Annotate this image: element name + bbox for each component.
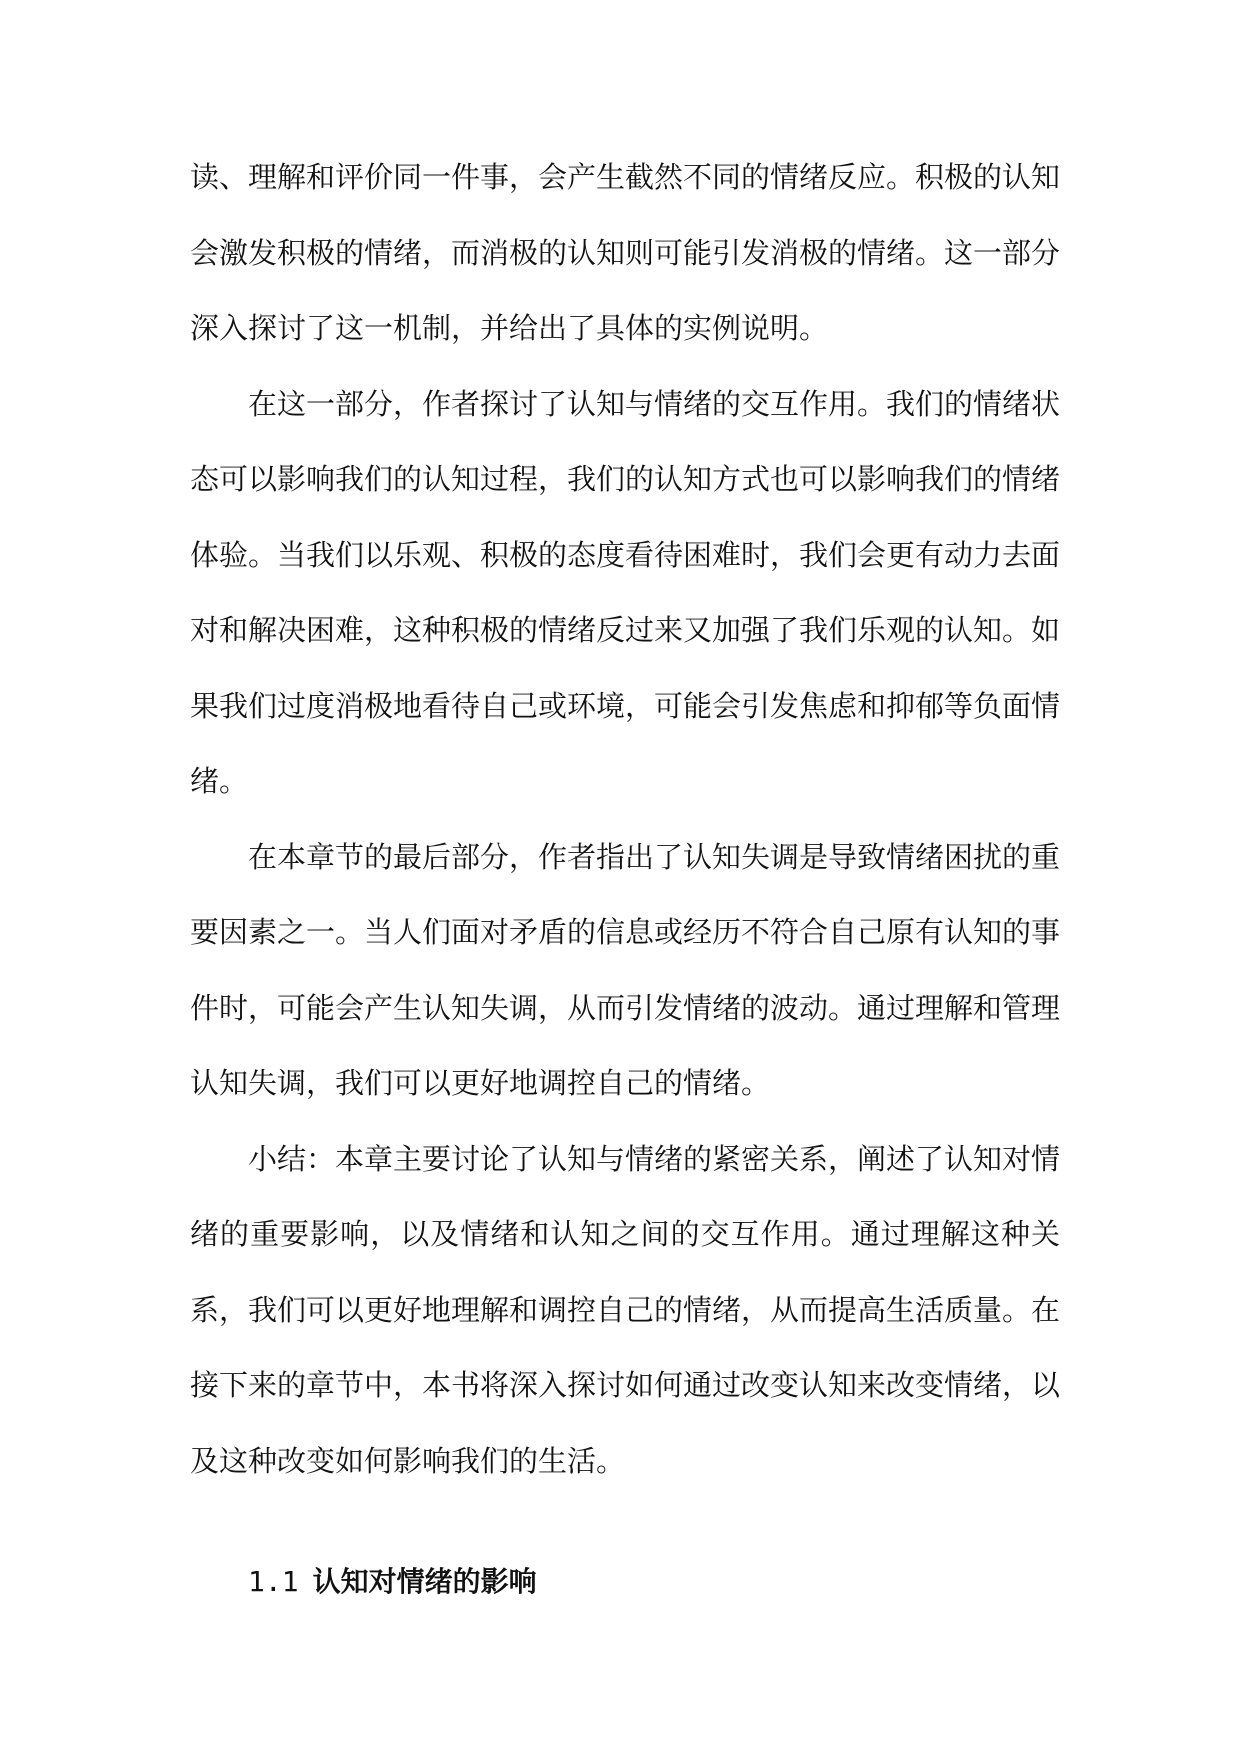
section-number: 1.1 bbox=[248, 1565, 299, 1598]
paragraph-dissonance: 在本章节的最后部分，作者指出了认知失调是导致情绪困扰的重要因素之一。当人们面对矛盾的信息或经历不符合自己原有认知的事件时，可能会产生认知失调，从而引发情绪的波动。通过理解和管理认知失调，我们可以更好地调控自己的情绪。 bbox=[190, 839, 1061, 1100]
paragraph-interaction: 在这一部分，作者探讨了认知与情绪的交互作用。我们的情绪状态可以影响我们的认知过程，我们的认知方式也可以影响我们的情绪体验。当我们以乐观、积极的态度看待困难时，我们会更有动力去面对和解决困难，这种积极的情绪反过来又加强了我们乐观的认知。如果我们过度消极地看待自己或环境，可能会引发焦虑和抑郁等负面情绪。 bbox=[190, 386, 1061, 798]
body-text bbox=[190, 140, 1060, 1499]
section-title: 认知对情绪的影响 bbox=[312, 1565, 537, 1598]
paragraph-continued: 读、理解和评价同一件事，会产生截然不同的情绪反应。积极的认知会激发积极的情绪，而消极的认知则可能引发消极的情绪。这一部分深入探讨了这一机制，并给出了具体的实例说明。 bbox=[190, 160, 1061, 345]
paragraph-summary: 小结：本章主要讨论了认知与情绪的紧密关系，阐述了认知对情绪的重要影响，以及情绪和认知之间的交互作用。通过理解这种关系，我们可以更好地理解和调控自己的情绪，从而提高生活质量。在接下来的章节中，本书将深入探讨如何通过改变认知来改变情绪，以及这种改变如何影响我们的生活。 bbox=[190, 1141, 1061, 1478]
section-heading bbox=[248, 1562, 537, 1602]
